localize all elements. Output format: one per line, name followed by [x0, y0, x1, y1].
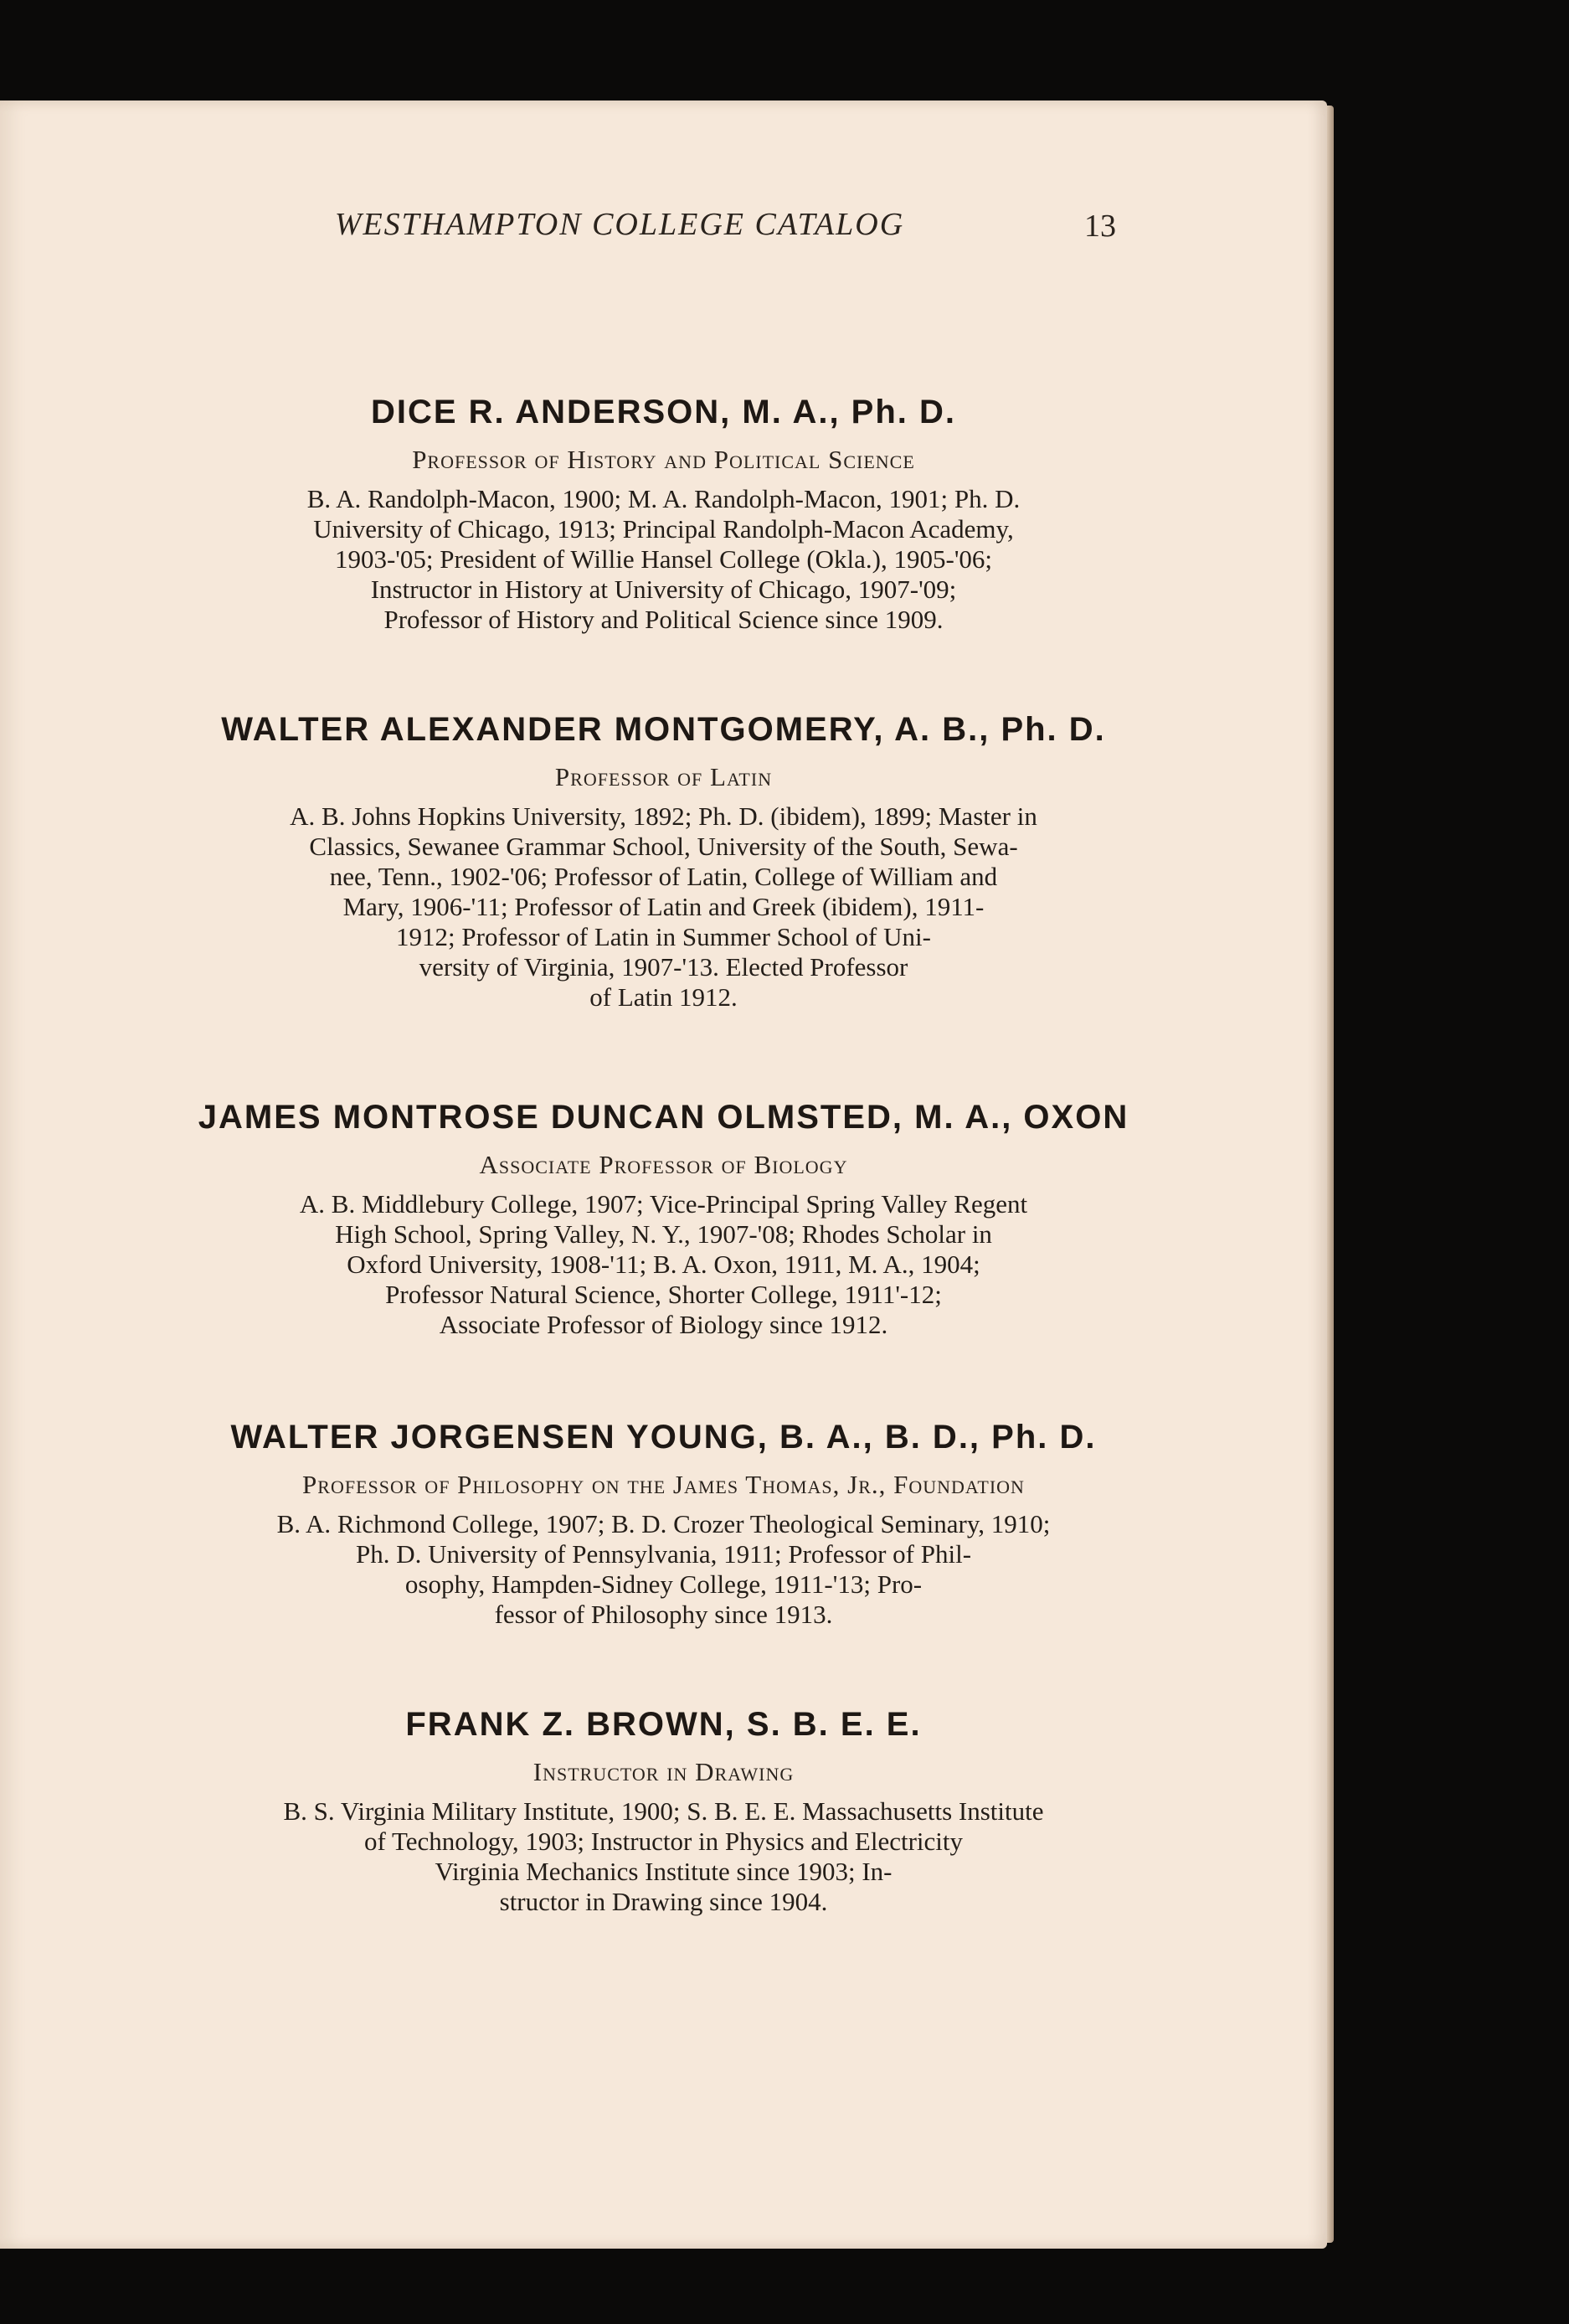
faculty-bio — [0, 1509, 1327, 1630]
faculty-name: JAMES MONTROSE DUNCAN OLMSTED, M. A., OXON — [198, 1099, 1129, 1136]
faculty-name: DICE R. ANDERSON, M. A., Ph. D. — [370, 394, 957, 430]
bio-line: A. B. Middlebury College, 1907; Vice-Principal Spring Valley Regent — [299, 1189, 1028, 1219]
bio-line: Professor of History and Political Science since 1909. — [383, 605, 944, 634]
faculty-name: WALTER ALEXANDER MONTGOMERY, A. B., Ph. D. — [221, 711, 1106, 748]
bio-line: Oxford University, 1908-'11; B. A. Oxon, 1911, M. A., 1904; — [347, 1250, 980, 1279]
faculty-bio — [0, 1189, 1327, 1340]
faculty-name: FRANK Z. BROWN, S. B. E. E. — [405, 1706, 922, 1743]
faculty-entry — [0, 392, 1327, 635]
faculty-entry — [0, 1417, 1327, 1630]
bio-line: Ph. D. University of Pennsylvania, 1911; Professor of Phil- — [355, 1539, 972, 1569]
bio-line: structor in Drawing since 1904. — [499, 1887, 828, 1916]
bio-line: Professor Natural Science, Shorter College, 1911'-12; — [385, 1280, 942, 1309]
faculty-bio — [0, 1796, 1327, 1917]
page-edge — [1327, 106, 1334, 2243]
faculty-title: Instructor in Drawing — [532, 1757, 795, 1786]
faculty-entry — [0, 1704, 1327, 1917]
bio-line: A. B. Johns Hopkins University, 1892; Ph. D. (ibidem), 1899; Master in — [290, 801, 1037, 831]
bio-line: Classics, Sewanee Grammar School, University of the South, Sewa- — [309, 832, 1018, 861]
faculty-title: Associate Professor of Biology — [479, 1150, 848, 1179]
faculty-entry — [0, 1097, 1327, 1340]
bio-line: Associate Professor of Biology since 1912. — [439, 1310, 888, 1339]
bio-line: Instructor in History at University of Chicago, 1907-'09; — [370, 575, 957, 604]
faculty-bio — [0, 484, 1327, 635]
bio-line: B. S. Virginia Military Institute, 1900; S. B. E. E. Massachusetts Institute — [283, 1796, 1044, 1826]
bio-line: 1912; Professor of Latin in Summer School of Uni- — [396, 922, 931, 951]
faculty-title: Professor of Latin — [554, 762, 773, 791]
bio-line: nee, Tenn., 1902-'06; Professor of Latin, College of William and — [329, 862, 998, 891]
page-number: 13 — [1084, 209, 1116, 244]
bio-line: Virginia Mechanics Institute since 1903; In- — [435, 1857, 893, 1886]
faculty-title: Professor of History and Political Science — [412, 445, 915, 474]
faculty-bio — [0, 801, 1327, 1013]
bio-line: University of Chicago, 1913; Principal Randolph-Macon Academy, — [313, 514, 1014, 544]
bio-line: Mary, 1906-'11; Professor of Latin and Greek (ibidem), 1911- — [342, 892, 985, 921]
bio-line: osophy, Hampden-Sidney College, 1911-'13; Pro- — [404, 1569, 923, 1599]
running-head: WESTHAMPTON COLLEGE CATALOG — [334, 207, 905, 242]
bio-line: B. A. Richmond College, 1907; B. D. Crozer Theological Seminary, 1910; — [276, 1509, 1051, 1538]
bio-line: High School, Spring Valley, N. Y., 1907-'08; Rhodes Scholar in — [335, 1219, 992, 1249]
bio-line: of Latin 1912. — [589, 982, 738, 1012]
faculty-entry — [0, 709, 1327, 1013]
bio-line: fessor of Philosophy since 1913. — [494, 1600, 833, 1629]
page-header — [0, 206, 1327, 256]
bio-line: 1903-'05; President of Willie Hansel College (Okla.), 1905-'06; — [334, 544, 993, 574]
bio-line: versity of Virginia, 1907-'13. Elected Professor — [419, 952, 908, 982]
bio-line: B. A. Randolph-Macon, 1900; M. A. Randolph-Macon, 1901; Ph. D. — [306, 484, 1021, 513]
faculty-title: Professor of Philosophy on the James Thomas, Jr., Foundation — [302, 1470, 1025, 1499]
faculty-name: WALTER JORGENSEN YOUNG, B. A., B. D., Ph. D. — [230, 1419, 1097, 1456]
bio-line: of Technology, 1903; Instructor in Physics and Electricity — [364, 1827, 963, 1856]
